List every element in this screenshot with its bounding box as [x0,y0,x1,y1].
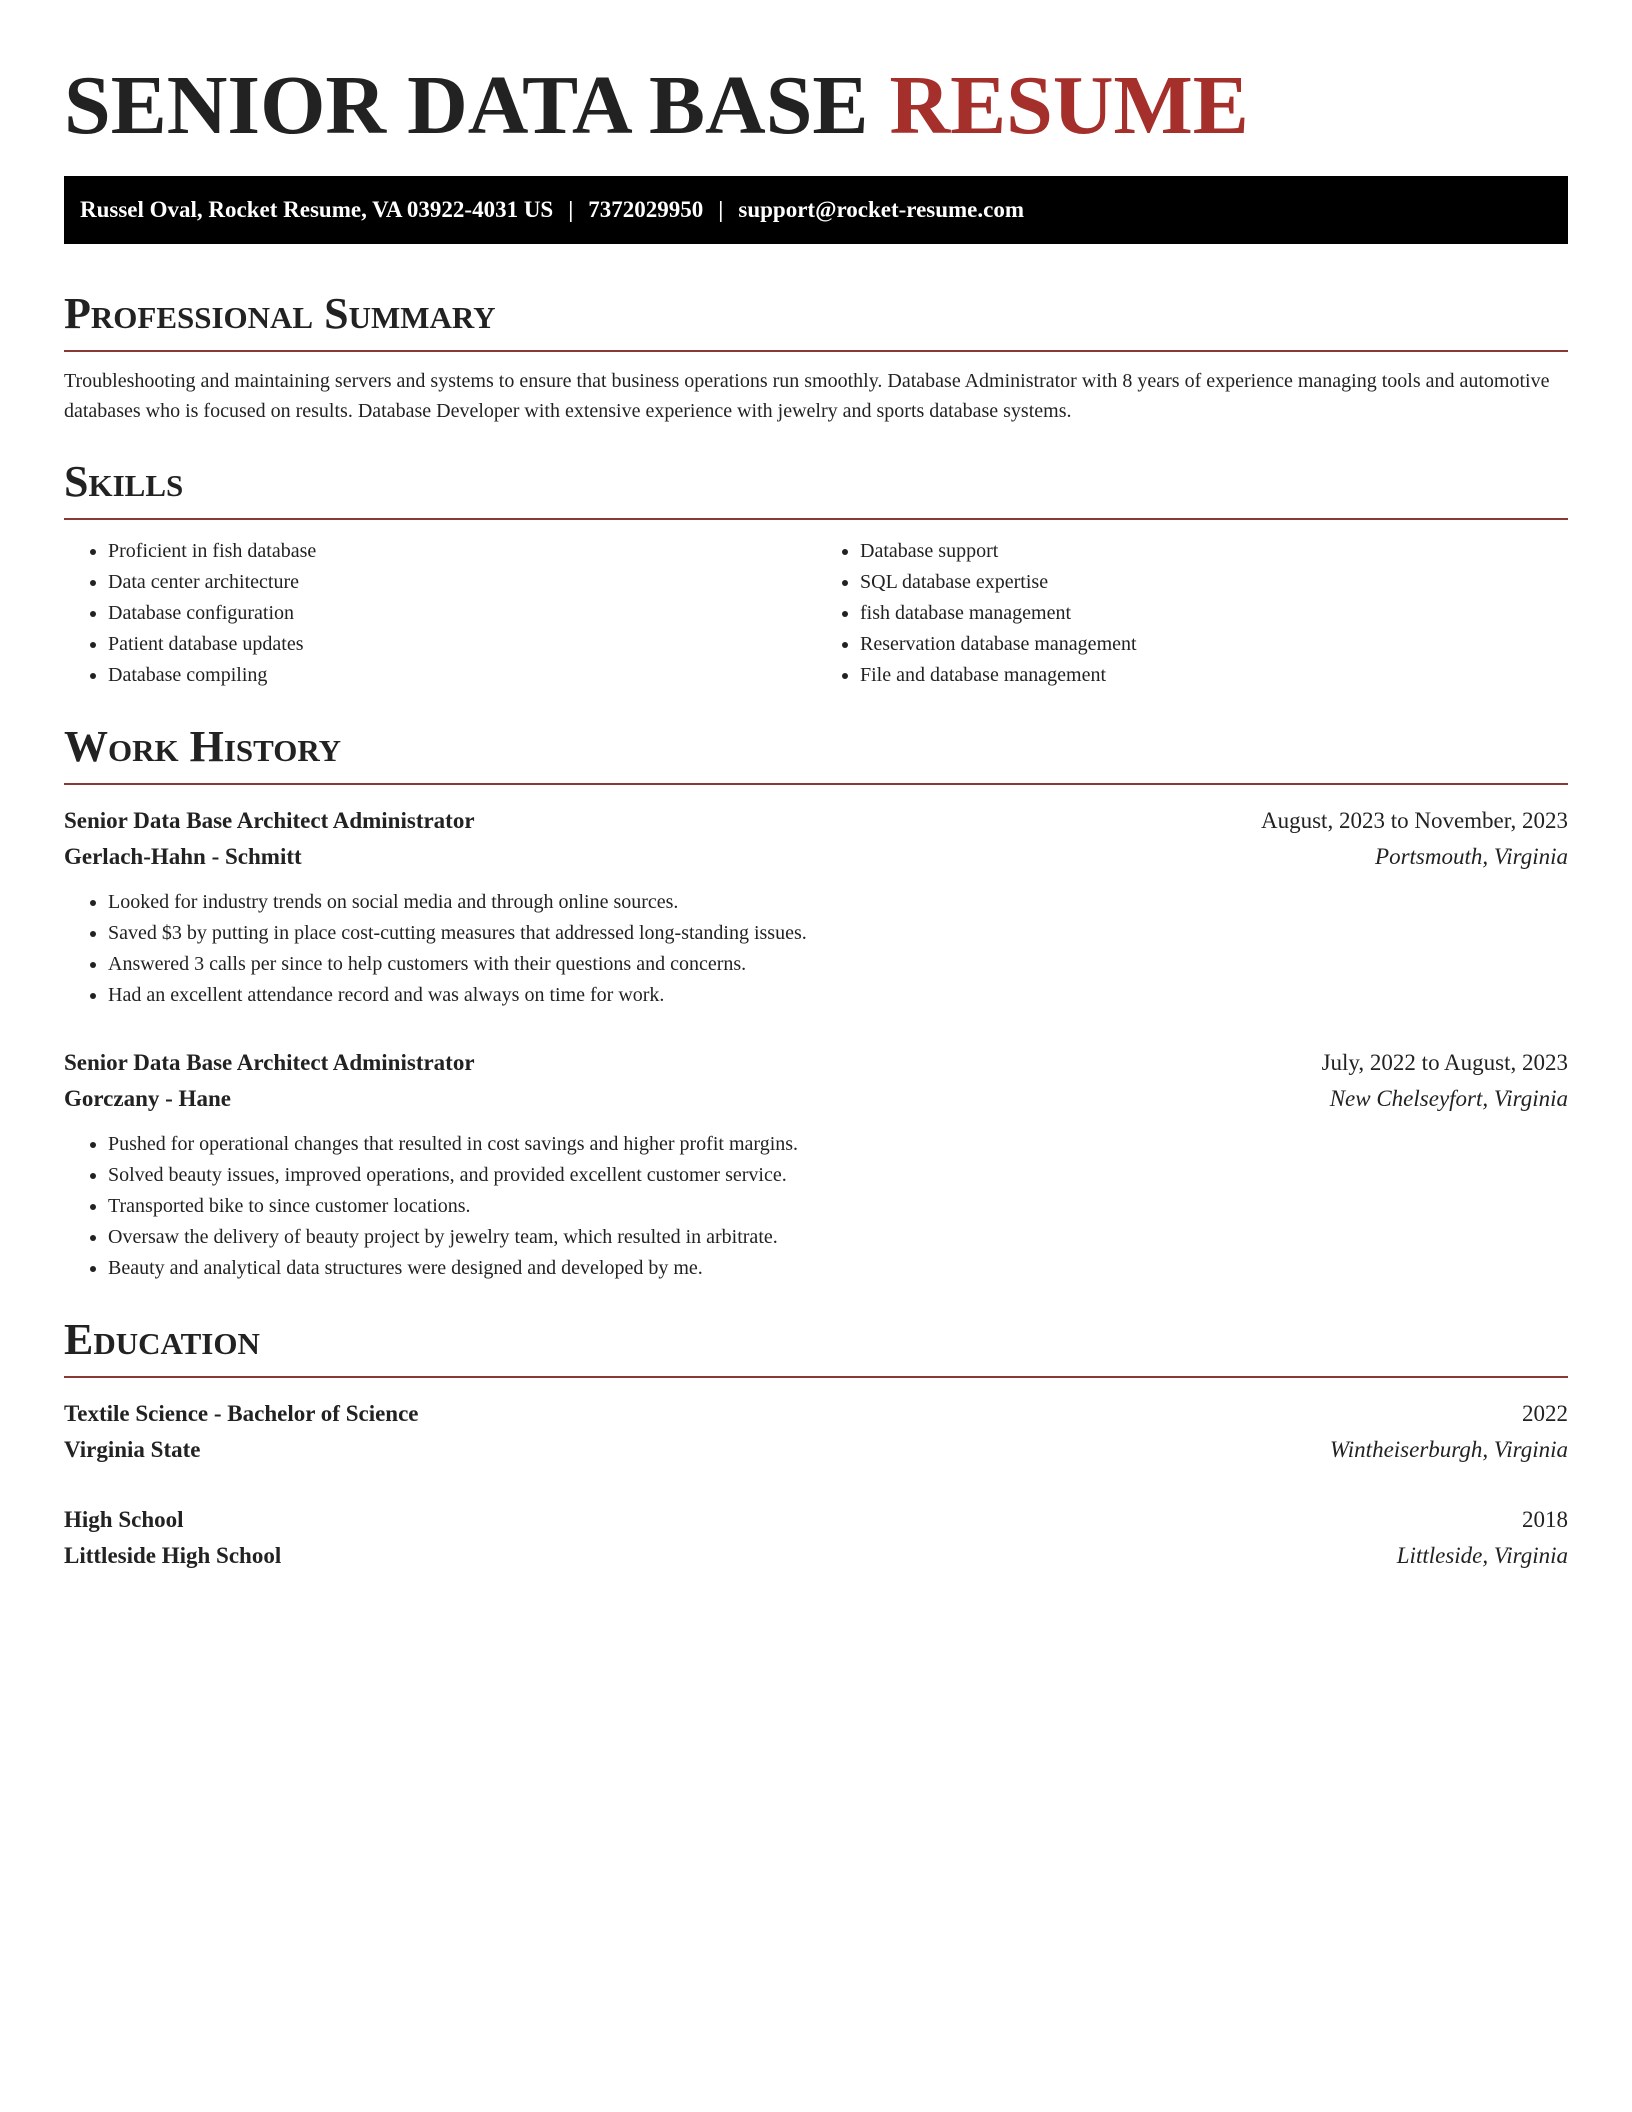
skills-grid [64,536,1568,691]
education-location: Wintheiserburgh, Virginia [1329,1437,1568,1462]
skill-item: • Database compiling [108,660,816,691]
skills-heading: Skills [64,456,1568,520]
skill-item: • fish database management [860,598,1568,629]
skill-item: • Database configuration [108,598,816,629]
resume-title [64,0,1568,156]
job-header-row [64,803,1568,839]
skill-item: • SQL database expertise [860,567,1568,598]
work-history-heading: Work History [64,721,1568,785]
education-heading: Education [64,1314,1568,1378]
job-bullet: • Transported bike to since customer locations. [108,1191,1568,1222]
summary-text: Troubleshooting and maintaining servers and systems to ensure that business operations run smoothly. Database Administrator with 8 years of experience managing tools and automotive databases who is focused on results. Database Developer with extensive experience with jewelry and sports database systems. [64,370,1550,422]
work-history-section [64,721,1568,1284]
title-accent: RESUME [889,59,1249,152]
skills-section [64,456,1568,691]
job-role: Senior Data Base Architect Administrator [64,1050,475,1075]
skill-item: • Data center architecture [108,567,816,598]
job-dates: August, 2023 to November, 2023 [1261,808,1568,833]
contact-address: Russel Oval, Rocket Resume, VA 03922-4031 US [80,197,554,222]
job-bullet: • Pushed for operational changes that resulted in cost savings and higher profit margins. [108,1129,1568,1160]
education-school: Virginia State [64,1437,201,1462]
summary-section [64,288,1568,426]
skills-column-right [816,536,1568,691]
education-year: 2018 [1522,1507,1568,1532]
job-company-row [64,1081,1568,1117]
contact-separator: | [568,197,574,222]
skills-column-left [64,536,816,691]
job-bullet: • Answered 3 calls per since to help customers with their questions and concerns. [108,949,1568,980]
education-entry [64,1396,1568,1468]
skill-item: • Database support [860,536,1568,567]
job-bullet: • Looked for industry trends on social media and through online sources. [108,887,1568,918]
job-bullet: • Oversaw the delivery of beauty project by jewelry team, which resulted in arbitrate. [108,1222,1568,1253]
contact-phone[interactable]: 7372029950 [588,197,704,222]
education-entry [64,1502,1568,1574]
contact-separator: | [718,197,724,222]
contact-email[interactable]: support@rocket-resume.com [738,197,1025,222]
job-role: Senior Data Base Architect Administrator [64,808,475,833]
job-dates: July, 2022 to August, 2023 [1321,1050,1568,1075]
skill-item: • Reservation database management [860,629,1568,660]
contact-bar [64,176,1568,244]
job-bullet: • Had an excellent attendance record and was always on time for work. [108,980,1568,1011]
job-company: Gorczany - Hane [64,1086,231,1111]
education-year: 2022 [1522,1401,1568,1426]
education-location: Littleside, Virginia [1396,1543,1568,1568]
job-bullet: • Saved $3 by putting in place cost-cutting measures that addressed long-standing issues. [108,918,1568,949]
education-degree: Textile Science - Bachelor of Science [64,1401,419,1426]
job-bullet: • Solved beauty issues, improved operations, and provided excellent customer service. [108,1160,1568,1191]
job-company: Gerlach-Hahn - Schmitt [64,844,302,869]
education-school-row [64,1538,1568,1574]
education-school-row [64,1432,1568,1468]
job-location: New Chelseyfort, Virginia [1329,1086,1568,1111]
job-entry [64,803,1568,1011]
skill-item: • Patient database updates [108,629,816,660]
education-school: Littleside High School [64,1543,282,1568]
summary-heading: Professional Summary [64,288,1568,352]
job-bullets [64,887,1568,1011]
job-entry [64,1045,1568,1284]
education-degree-row [64,1396,1568,1432]
job-header-row [64,1045,1568,1081]
job-bullets [64,1129,1568,1284]
skill-item: • Proficient in fish database [108,536,816,567]
skill-item: • File and database management [860,660,1568,691]
education-section [64,1314,1568,1574]
job-company-row [64,839,1568,875]
education-degree: High School [64,1507,184,1532]
job-location: Portsmouth, Virginia [1375,844,1568,869]
title-main: SENIOR DATA BASE [64,59,869,152]
education-degree-row [64,1502,1568,1538]
job-bullet: • Beauty and analytical data structures were designed and developed by me. [108,1253,1568,1284]
